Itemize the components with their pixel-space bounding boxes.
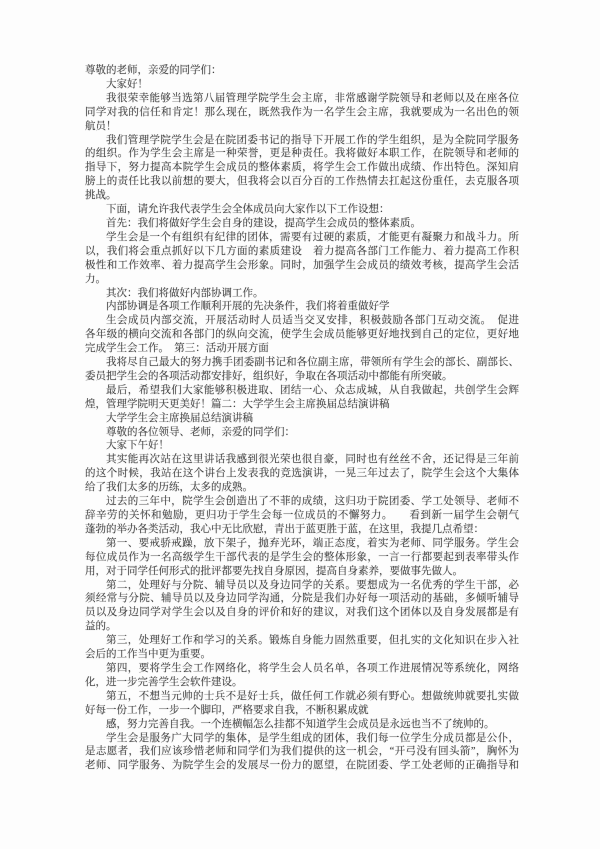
- text-line: 化，进一步完善学生会软件建设。: [85, 676, 243, 688]
- text-line: 的组织。作为学生会主席是一种荣誉，更是种责任。我将做好本职工作，在院领导和老师的: [85, 148, 519, 160]
- text-line: 感，努力完善自我。一个连横幅怎么挂都不知道学生会成员是永远也当不了统帅的。: [106, 718, 495, 730]
- text-line: 学生会是一个有组织有纪律的团体，需要有过硬的素质，才能更有凝聚力和战斗力。所: [106, 231, 519, 243]
- text-line: 老师、同学服务、为院学生会的发展尽一份力的愿望，在院团委、学工处老师的正确指导和: [85, 760, 519, 772]
- text-line: 大家下午好！: [106, 440, 169, 452]
- text-line: 用，对于同学任何形式的批评都要先找自身原因，提高自身素养，要做事先做人。: [85, 565, 463, 577]
- text-line: 辞辛劳的关怀和勉励，更归功于学生会每一位成员的不懈努力。 看到新一届学生会朝气: [85, 510, 519, 521]
- text-line: 员以及身边同学对学生会以及自身的评价和好的建议，对我们这个团体以及自身发展都是有: [85, 607, 519, 619]
- text-line: 须经常与分院、辅导员以及身边同学沟通，分院是我们办好每一项活动的基础，多倾听辅导: [85, 593, 519, 605]
- text-line: 煌，管理学院明天更美好！篇二：大学学生会主席换届总结演讲稿: [85, 398, 390, 410]
- text-line: 首先：我们将做好学生会自身的建设，提高学生会成员的整体素质。: [106, 217, 421, 229]
- text-line: 我很荣幸能够当选第八届管理学院学生会主席，非常感谢学院领导和老师以及在座各位: [106, 92, 519, 104]
- text-line: 的这个时候，我站在这个讲台上发表我的竞选演讲，一晃三年过去了，院学生会这个大集体: [85, 468, 519, 480]
- text-line: 指导下，努力提高本院学生会成员的整体素质，将学生会工作做出成绩、作出特色。深知肩: [85, 162, 519, 174]
- text-line: 委员把学生会的各项活动都安排好，组织好，争取在各项活动中都能有所突破。: [85, 370, 453, 382]
- text-line: 蓬勃的举办各类活动，我心中无比欣慰，青出于蓝更胜于蓝，在这里，我提几点希望：: [85, 523, 484, 535]
- text-line: 内部协调是各项工作顺利开展的先决条件，我们将着重做好学: [106, 301, 390, 313]
- text-line: 同学对我的信任和肯定！那么现在，既然我作为一名学生会主席，我就要成为一名出色的领: [85, 106, 519, 118]
- text-line: 我们管理学院学生会是在院团委书记的指导下开展工作的学生组织，是为全院同学服务: [106, 134, 519, 146]
- text-line: 完成学生会工作。 第三：活动开展方面: [85, 343, 269, 355]
- text-line: 好每一份工作，一步一个脚印，严格要求自我，不断积累成就: [85, 704, 369, 716]
- text-line: 每位成员作为一名高级学生干部代表的是学生会的整体形象，一言一行都要起到表率带头作: [85, 551, 519, 563]
- text-line: 航员！: [85, 120, 117, 132]
- text-line: 极性和工作效率、着力提高学生会形象。同时，加强学生会成员的绩效考核，提高学生会活: [85, 259, 519, 271]
- text-line: 最后，希望我们大家能够积极进取、团结一心、众志成城，从自我做起，共创学生会辉: [106, 384, 519, 396]
- text-line: 学生会是服务广大同学的集体，是学生组成的团体，我们每一位学生分成员都是公仆，: [106, 732, 519, 744]
- text-line: 大家好！: [106, 78, 148, 90]
- text-line: 各年级的横向交流和各部门的纵向交流，使学生会成员能够更好地找到自己的定位，更好地: [85, 329, 519, 341]
- text-line: 大学学生会主席换届总结演讲稿: [106, 412, 253, 424]
- text-line: 第二，处理好与分院、辅导员以及身边同学的关系。要想成为一名优秀的学生干部，必: [106, 579, 519, 591]
- text-line: 以，我们将会重点抓好以下几方面的素质建设 着力提高各部门工作能力、着力提高工作积: [85, 245, 519, 257]
- text-line: 尊敬的老师，亲爱的同学们：: [85, 65, 222, 76]
- text-line: 益的。: [85, 621, 117, 633]
- text-line: 是志愿者，我们应该珍惜老师和同学们为我们提供的这一机会，“开弓没有回头箭”，胸怀为: [85, 746, 519, 758]
- text-line: 第四，要将学生会工作网络化，将学生会人员名单，各项工作进展情况等系统化，网络: [106, 662, 519, 674]
- text-line: 给了我们太多的历练，太多的成熟。: [85, 482, 253, 494]
- text-line: 第五，不想当元帅的士兵不是好士兵，做任何工作就必须有野心。想做统帅就要扎实做: [106, 690, 519, 702]
- text-line: 会后的工作当中更为重要。: [85, 649, 211, 661]
- text-line: 生会成员内部交流，开展活动时人员适当交叉安排，积极鼓励各部门互动交流。 促进: [106, 315, 519, 327]
- text-line: 第三，处理好工作和学习的关系。锻炼自身能力固然重要，但扎实的文化知识在步入社: [106, 635, 519, 647]
- text-line: 其实能再次站在这里讲话我感到很光荣也很自豪，同时也有丝丝不舍，还记得是三年前: [106, 454, 519, 466]
- text-line: 力。: [85, 273, 106, 285]
- text-line: 我将尽自己最大的努力携手团委副书记和各位副主席，带领所有学生会的部长、副部长、: [106, 357, 519, 369]
- text-line: 其次：我们将做好内部协调工作。: [106, 287, 264, 299]
- text-line: 过去的三年中，院学生会创造出了不菲的成绩，这归功于院团委、学工处领导、老师不: [106, 496, 519, 508]
- text-line: 下面，请允许我代表学生会全体成员向大家作以下工作设想：: [106, 204, 390, 216]
- text-line: 尊敬的各位领导、老师，亲爱的同学们：: [106, 426, 295, 438]
- text-line: 第一、要戒骄戒躁，放下架子，抛弃光环，端正态度，着实为老师、同学服务。学生会: [106, 537, 519, 549]
- text-line: 挑战。: [85, 190, 117, 202]
- document-body: [85, 64, 519, 773]
- text-line: 膀上的责任比我以前想的要大，但我将会以百分百的工作热情去扛起这份重任，去克服各项: [85, 176, 519, 188]
